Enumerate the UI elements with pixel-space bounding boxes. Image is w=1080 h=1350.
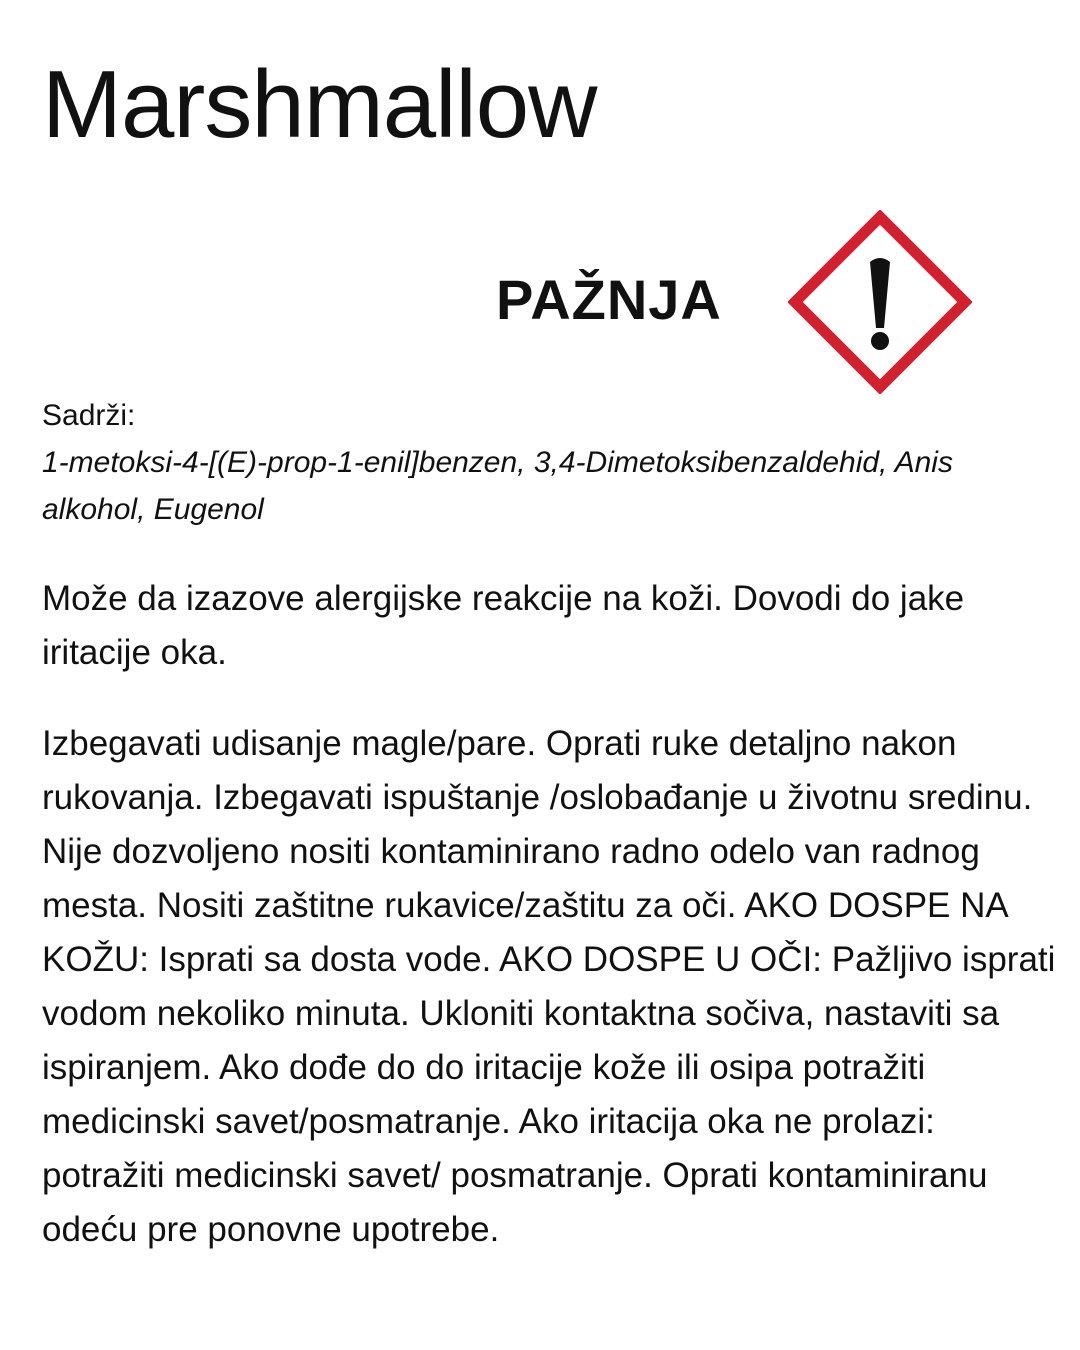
contains-section: [42, 392, 1062, 533]
exclamation-dot: [871, 332, 889, 350]
hazard-statements: Može da izazove alergijske reakcije na koži. Dovodi do jake iritacije oka.: [42, 579, 965, 672]
precautionary-statements: Izbegavati udisanje magle/pare. Oprati ruke detaljno nakon rukovanja. Izbegavati ispuštanje /oslobađanje u životnu sredinu. Nije dozvoljeno nositi kontaminirano radno odelo van radnog mesta. Nositi zaštitne rukavice/zaštitu za oči. AKO DOSPE NA KOŽU: Isprati sa dosta vode. AKO DOSPE U OČI: Pažljivo isprati vodom nekoliko minuta. Ukloniti kontaktna sočiva, nastaviti sa ispiranjem. Ako dođe do do iritacije kože ili osipa potražiti medicinski savet/posmatranje. Ako iritacija oka ne prolazi: potražiti medicinski savet/ posmatranje. Oprati kontaminiranu odeću pre ponovne upotrebe.: [42, 724, 1056, 1249]
product-title: Marshmallow: [42, 51, 597, 158]
signal-word: PAŽNJA: [496, 268, 722, 331]
contains-label: Sadrži:: [42, 399, 136, 432]
exclamation-mark-icon: [788, 210, 972, 394]
ingredients-list: 1-metoksi-4-[(E)-prop-1-enil]benzen, 3,4-Dimetoksibenzaldehid, Anis alkohol, Eugenol: [42, 446, 953, 526]
